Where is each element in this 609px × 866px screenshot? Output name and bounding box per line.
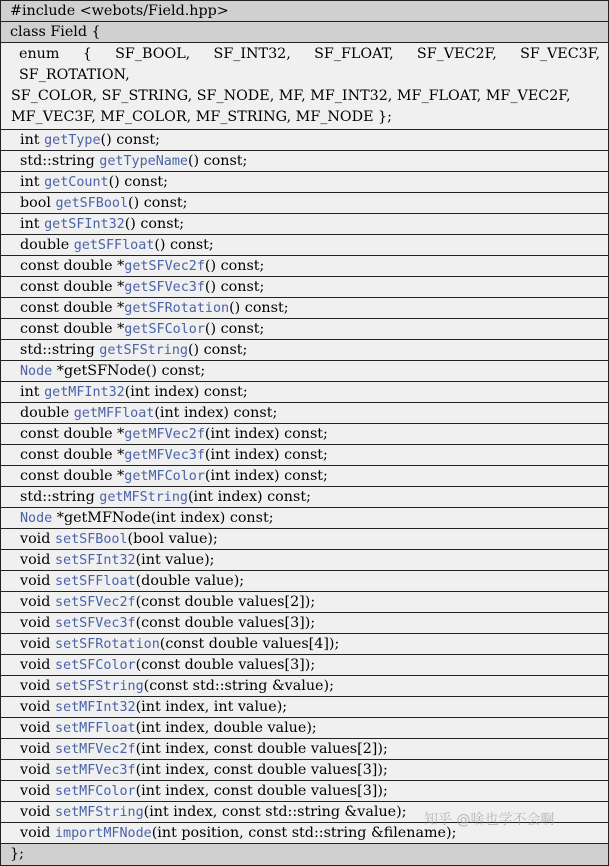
method-return-type: const double * [20, 279, 125, 295]
method-signature: (int position, const std::string &filename); [151, 825, 457, 841]
method-row [1, 214, 608, 235]
method-row [1, 529, 608, 550]
method-return-type: std::string [20, 153, 100, 169]
method-return-type: void [20, 552, 55, 568]
method-return-type: std::string [20, 342, 100, 358]
method-name: getSFBool [55, 196, 129, 211]
method-row [1, 508, 608, 529]
method-name: setSFVec2f [54, 595, 136, 610]
method-return-type: int [20, 384, 45, 400]
method-row [1, 466, 608, 487]
method-return-type: std::string [20, 489, 100, 505]
method-signature: () const; [124, 216, 185, 232]
method-name: setMFFloat [54, 721, 136, 736]
method-row [1, 697, 608, 718]
method-name: setSFString [54, 679, 144, 694]
method-signature: (const std::string &value); [143, 678, 334, 694]
method-row [1, 340, 608, 361]
method-return-type: void [20, 678, 55, 694]
method-return-type: int [20, 216, 45, 232]
method-signature: (const double values[3]); [135, 657, 316, 673]
method-signature: (int index, int value); [135, 699, 288, 715]
method-row [1, 655, 608, 676]
method-row [1, 361, 608, 382]
method-row [1, 151, 608, 172]
method-name: getType [44, 133, 101, 148]
method-row [1, 424, 608, 445]
method-name: getSFString [99, 343, 188, 358]
method-signature: (int index, const double values[2]); [135, 741, 388, 757]
method-return-type: const double * [20, 447, 125, 463]
method-signature: () const; [204, 321, 265, 337]
include-line: #include <webots/Field.hpp> [1, 1, 608, 22]
method-name: setSFInt32 [54, 553, 136, 568]
method-signature: () const; [187, 153, 248, 169]
method-row [1, 382, 608, 403]
method-signature: (int index, const double values[3]); [135, 783, 388, 799]
method-signature: (const double values[3]); [135, 615, 316, 631]
method-return-type: void [20, 741, 55, 757]
method-row [1, 760, 608, 781]
method-row [1, 571, 608, 592]
method-row [1, 235, 608, 256]
method-return-type: const double * [20, 300, 125, 316]
method-return-type: int [20, 132, 45, 148]
method-name: setMFInt32 [54, 700, 136, 715]
watermark: 知乎 @啥也学不会啊 [424, 812, 555, 828]
method-name: setSFBool [54, 532, 128, 547]
method-name: Node [20, 364, 53, 379]
method-name: getSFColor [124, 322, 205, 337]
method-name: getMFColor [124, 469, 205, 484]
method-row [1, 781, 608, 802]
method-signature: (int index, double value); [135, 720, 317, 736]
method-name: importMFNode [54, 826, 152, 841]
method-signature: () const; [154, 237, 214, 253]
method-row [1, 298, 608, 319]
method-return-type: int [20, 174, 45, 190]
method-signature: (int index) const; [204, 447, 328, 463]
method-name: getMFFloat [73, 406, 155, 421]
method-row [1, 403, 608, 424]
method-return-type: void [20, 825, 55, 841]
method-signature: () const; [204, 258, 265, 274]
method-signature: (int index) const; [187, 489, 311, 505]
method-name: getSFInt32 [44, 217, 125, 232]
method-row [1, 130, 608, 151]
method-signature: (const double values[2]); [135, 594, 316, 610]
class-declaration: class Field { [1, 22, 608, 43]
class-end: }; [1, 844, 608, 866]
method-return-type: void [20, 720, 55, 736]
method-name: setSFColor [54, 658, 136, 673]
method-name: getSFVec2f [124, 259, 205, 274]
method-return-type: double [20, 405, 74, 421]
method-name: setMFColor [54, 784, 136, 799]
method-return-type: const double * [20, 468, 125, 484]
method-row [1, 739, 608, 760]
method-row [1, 676, 608, 697]
enum-line-1: enum { SF_BOOL, SF_INT32, SF_FLOAT, SF_VEC2F, SF_VEC3F, SF_ROTATION, [19, 46, 600, 83]
method-name: setMFVec2f [54, 742, 136, 757]
method-return-type: void [20, 636, 55, 652]
method-row [1, 613, 608, 634]
method-name: setSFFloat [54, 574, 136, 589]
method-signature: (int value); [135, 552, 215, 568]
method-row [1, 802, 608, 823]
method-return-type: const double * [20, 258, 125, 274]
method-signature: (const double values[4]); [159, 636, 340, 652]
enum-line-3: MF_VEC3F, MF_COLOR, MF_STRING, MF_NODE }; [11, 109, 392, 125]
method-return-type: void [20, 783, 55, 799]
method-row [1, 193, 608, 214]
method-row [1, 487, 608, 508]
method-return-type: void [20, 531, 55, 547]
method-name: setMFVec3f [54, 763, 136, 778]
method-row [1, 550, 608, 571]
method-signature: *getMFNode(int index) const; [52, 510, 274, 526]
method-row [1, 277, 608, 298]
method-return-type: void [20, 762, 55, 778]
method-name: getMFVec2f [124, 427, 205, 442]
method-return-type: void [20, 573, 55, 589]
method-name: getSFRotation [124, 301, 230, 316]
method-return-type: void [20, 594, 55, 610]
method-name: getMFVec3f [124, 448, 205, 463]
method-name: setMFString [54, 805, 144, 820]
method-signature: (double value); [135, 573, 245, 589]
method-name: getCount [44, 175, 109, 190]
method-return-type: const double * [20, 321, 125, 337]
enum-line-2: SF_COLOR, SF_STRING, SF_NODE, MF, MF_INT32, MF_FLOAT, MF_VEC2F, [11, 88, 571, 104]
method-name: getTypeName [99, 154, 188, 169]
method-name: getSFVec3f [124, 280, 205, 295]
method-signature: () const; [100, 132, 160, 148]
method-signature: *getSFNode() const; [52, 363, 206, 379]
method-signature: () const; [204, 279, 265, 295]
method-signature: (int index, const std::string &value); [143, 804, 407, 820]
method-signature: () const; [229, 300, 289, 316]
method-name: setSFRotation [54, 637, 160, 652]
method-row [1, 445, 608, 466]
method-name: setSFVec3f [54, 616, 136, 631]
method-return-type: bool [20, 195, 56, 211]
method-row [1, 256, 608, 277]
method-signature: (int index) const; [154, 405, 278, 421]
method-signature: () const; [187, 342, 248, 358]
method-signature: () const; [128, 195, 188, 211]
method-row [1, 718, 608, 739]
method-row [1, 172, 608, 193]
method-row [1, 823, 608, 844]
enum-declaration [1, 43, 608, 130]
method-return-type: void [20, 804, 55, 820]
method-return-type: void [20, 657, 55, 673]
method-name: getMFInt32 [44, 385, 125, 400]
method-signature: (int index) const; [204, 426, 328, 442]
method-signature: (int index) const; [124, 384, 248, 400]
method-list [1, 130, 608, 844]
method-name: getSFFloat [73, 238, 155, 253]
method-return-type: void [20, 699, 55, 715]
method-name: Node [20, 511, 53, 526]
method-signature: (int index, const double values[3]); [135, 762, 388, 778]
method-name: getMFString [99, 490, 188, 505]
method-row [1, 319, 608, 340]
method-row [1, 592, 608, 613]
method-signature: (int index) const; [204, 468, 328, 484]
method-signature: (bool value); [127, 531, 218, 547]
method-signature: () const; [108, 174, 168, 190]
method-row [1, 634, 608, 655]
method-return-type: double [20, 237, 74, 253]
method-return-type: void [20, 615, 55, 631]
method-return-type: const double * [20, 426, 125, 442]
